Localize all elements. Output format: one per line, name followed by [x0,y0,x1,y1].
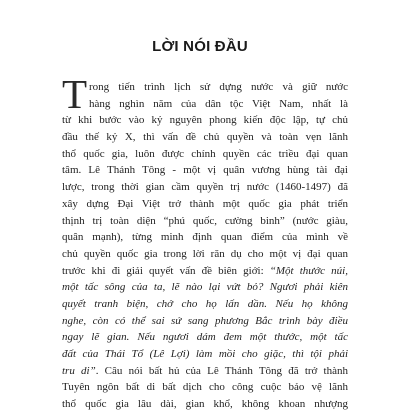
line-text: tâm. Lê Thánh Tông - một vị quân vương hùng tài đại [62,164,348,177]
text-line [62,296,348,313]
line-text: hàng nghìn năm của dân tộc Việt Nam, nhất là [89,97,348,110]
line-text: Tuyên ngôn bất di bất dịch cho công cuộc bảo vệ lãnh [62,381,348,394]
quoted-text: “Một thước núi, [269,264,348,277]
line-text: trước khi đi giải quyết vấn đề biên giới: [62,264,270,277]
text-line [62,263,348,280]
line-text: rong tiến trình lịch sử dựng nước và giữ nước [89,81,348,93]
text-line [62,329,348,346]
line-text: lược, trong thời gian cầm quyền trị nước (1460-1497) đã [62,181,348,194]
text-line [62,229,348,246]
line-text: đầu thế kỷ X, thì vấn đề chủ quyền và toàn vẹn lãnh [62,131,348,144]
line-text: xây dựng Đại Việt trở thành một quốc gia phát triển [62,197,348,210]
preface-paragraph [62,71,348,413]
text-line [62,313,348,330]
line-text: thổ quốc gia, luôn được chính quyền các triều đại quan [62,147,348,160]
quoted-text: ngay lẽ gian. Nếu ngươi dám đem một thước, một tấc [62,331,348,344]
drop-cap: T [62,71,88,117]
quoted-text: một tấc sông của ta, lẽ nào lại vứt bỏ? Ngươi phải kiên [62,281,348,294]
line-text: quân mạnh), từng minh định quan điểm của mình về [62,231,348,244]
text-line [62,79,348,96]
quoted-text: tru di” [62,364,96,377]
text-line [62,363,348,380]
text-line [62,346,348,363]
quoted-text: nghe, còn có thể sai sứ sang phương Bắc trình bày điều [62,314,348,327]
line-text: thổ quốc gia lâu dài, gian khổ, không khoan nhượng [62,398,348,411]
quoted-text: quyết tranh biện, chớ cho họ lấn dần. Nếu họ không [62,297,348,310]
line-text: chủ quyền quốc gia trong lời răn dụ cho một vị đại quan [62,247,348,260]
text-line [62,379,348,396]
text-line [62,129,348,146]
text-line [62,396,348,413]
text-line [62,196,348,213]
line-text: thịnh trị toàn diện “phú quốc, cường binh” (nước giàu, [62,214,348,227]
text-line [62,96,348,113]
text-line [62,179,348,196]
text-line [62,146,348,163]
text-line [62,246,348,263]
line-text: . Câu nói bất hủ của Lê Thánh Tông đã trở thành [95,364,348,377]
text-line [62,112,348,129]
text-line [62,162,348,179]
text-line [62,213,348,230]
text-line [62,279,348,296]
page-heading: LỜI NÓI ĐẦU [152,38,248,55]
quoted-text: đất của Thái Tổ (Lê Lợi) làm mồi cho giặc, thì tội phải [62,348,348,360]
line-text: từ khi bước vào kỷ nguyên phong kiến độc lập, tự chủ [62,114,348,127]
